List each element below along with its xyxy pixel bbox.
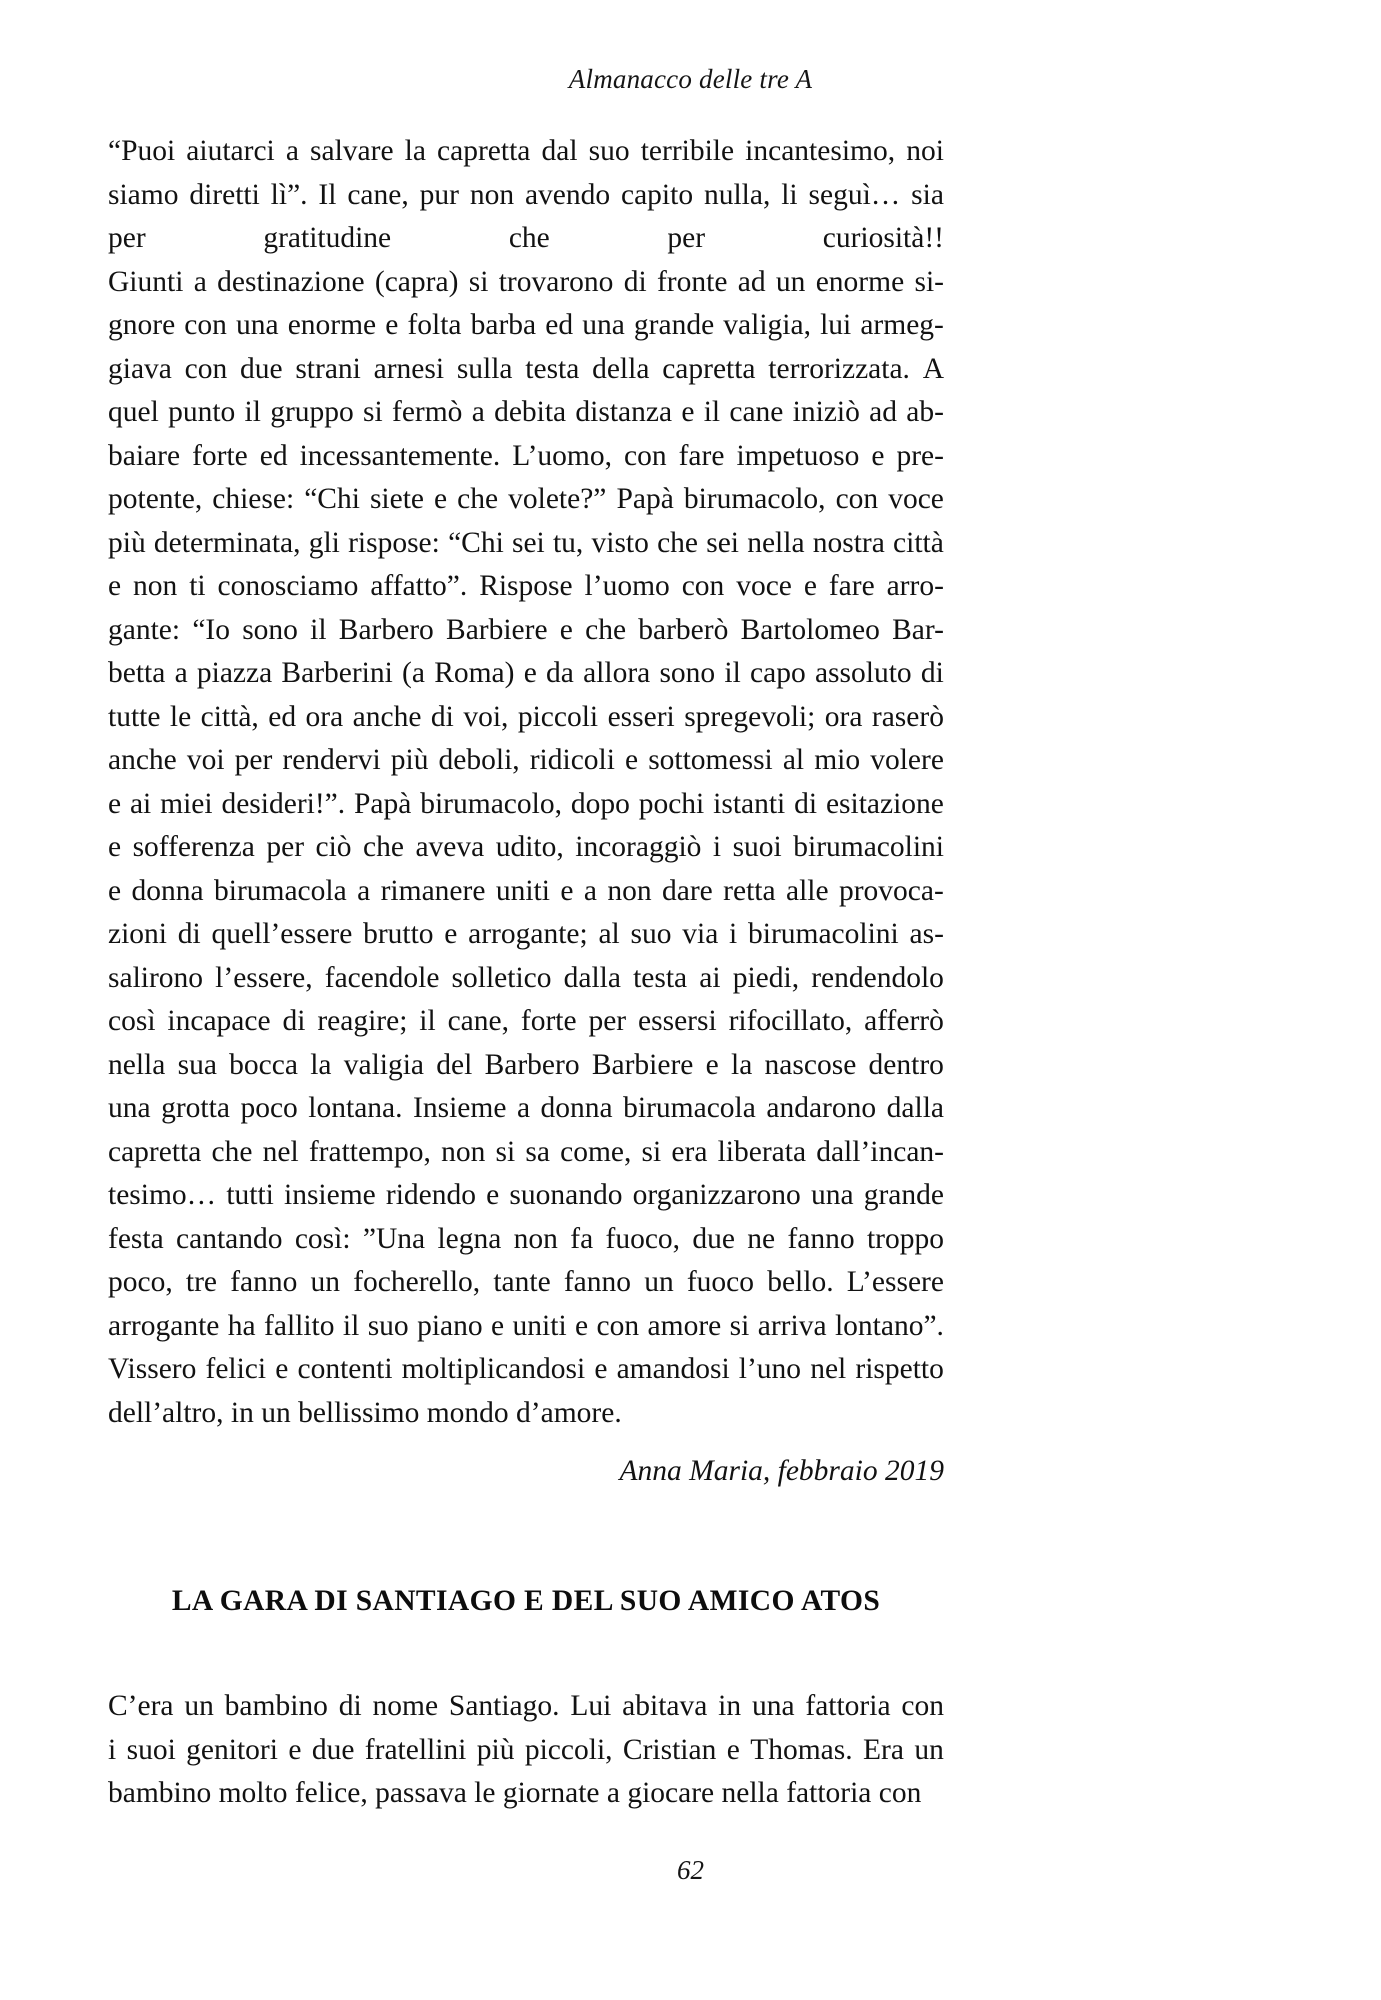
text-line: festa cantando così: ”Una legna non fa fuoco, due ne fanno troppo bbox=[108, 1222, 944, 1255]
text-line: e sofferenza per ciò che aveva udito, incoraggiò i suoi birumacolini bbox=[108, 831, 944, 863]
text-line: capretta che nel frattempo, non si sa come, si era liberata dall’incan- bbox=[108, 1135, 944, 1168]
text-line: Giunti a destinazione (capra) si trovarono di fronte ad un enorme si- bbox=[108, 265, 944, 298]
story-one-paragraph bbox=[108, 130, 944, 1435]
text-line: poco, tre fanno un focherello, tante fanno un fuoco bello. L’essere bbox=[108, 1266, 944, 1298]
text-line: quel punto il gruppo si fermò a debita distanza e il cane iniziò ad ab- bbox=[108, 396, 944, 428]
text-line: C’era un bambino di nome Santiago. Lui abitava in una fattoria con bbox=[108, 1690, 944, 1722]
text-line: gante: “Io sono il Barbero Barbiere e che barberò Bartolomeo Bar- bbox=[108, 613, 944, 646]
story-two-paragraph bbox=[108, 1685, 944, 1816]
text-line: siamo diretti lì”. Il cane, pur non avendo capito nulla, li seguì… sia bbox=[108, 178, 944, 211]
text-line: arrogante ha fallito il suo piano e uniti e con amore si arriva lontano”. bbox=[108, 1309, 944, 1342]
text-line: baiare forte ed incessantemente. L’uomo, con fare impetuoso e pre- bbox=[108, 439, 944, 472]
text-line: così incapace di reagire; il cane, forte per essersi rifocillato, afferrò bbox=[108, 1005, 944, 1037]
text-line: tesimo… tutti insieme ridendo e suonando organizzarono una grande bbox=[108, 1179, 944, 1211]
text-line: Vissero felici e contenti moltiplicandosi e amandosi l’uno nel rispetto bbox=[108, 1353, 944, 1385]
text-line: zioni di quell’essere brutto e arrogante; al suo via i birumacolini as- bbox=[108, 918, 944, 950]
text-line: e donna birumacola a rimanere uniti e a non dare retta alle provoca- bbox=[108, 874, 944, 907]
text-line: salirono l’essere, facendole solletico dalla testa ai piedi, rendendolo bbox=[108, 961, 944, 994]
text-line: anche voi per rendervi più deboli, ridicoli e sottomessi al mio volere bbox=[108, 744, 944, 776]
text-line: e ai miei desideri!”. Papà birumacolo, dopo pochi istanti di esitazione bbox=[108, 787, 944, 820]
text-line: una grotta poco lontana. Insieme a donna birumacola andarono dalla bbox=[108, 1092, 944, 1124]
section-heading: LA GARA DI SANTIAGO E DEL SUO AMICO ATOS bbox=[171, 1585, 881, 1617]
text-line: betta a piazza Barberini (a Roma) e da allora sono il capo assoluto di bbox=[108, 657, 944, 689]
text-line: i suoi genitori e due fratellini più piccoli, Cristian e Thomas. Era un bbox=[108, 1733, 944, 1766]
story-two-body bbox=[108, 1685, 944, 1816]
story-one-body bbox=[108, 130, 944, 1435]
text-line: tutte le città, ed ora anche di voi, piccoli esseri spregevoli; ora raserò bbox=[108, 700, 944, 733]
text-line: e non ti conosciamo affatto”. Rispose l’uomo con voce e fare arro- bbox=[108, 570, 944, 602]
text-line: “Puoi aiutarci a salvare la capretta dal suo terribile incantesimo, noi bbox=[108, 135, 944, 167]
text-line: gnore con una enorme e folta barba ed una grande valigia, lui armeg- bbox=[108, 309, 944, 341]
text-line: bambino molto felice, passava le giornate a giocare nella fattoria con bbox=[108, 1777, 922, 1809]
text-line: per gratitudine che per curiosità!! bbox=[108, 222, 944, 254]
text-line: più determinata, gli rispose: “Chi sei tu, visto che sei nella nostra città bbox=[108, 526, 944, 559]
text-line: potente, chiese: “Chi siete e che volete?” Papà birumacolo, con voce bbox=[108, 483, 944, 515]
text-line: giava con due strani arnesi sulla testa della capretta terrorizzata. A bbox=[108, 352, 944, 385]
author-signature: Anna Maria, febbraio 2019 bbox=[619, 1455, 944, 1487]
text-line: nella sua bocca la valigia del Barbero Barbiere e la nascose dentro bbox=[108, 1048, 944, 1081]
page-number: 62 bbox=[677, 1855, 704, 1885]
text-line: dell’altro, in un bellissimo mondo d’amore. bbox=[108, 1396, 622, 1429]
running-head: Almanacco delle tre A bbox=[568, 64, 813, 94]
